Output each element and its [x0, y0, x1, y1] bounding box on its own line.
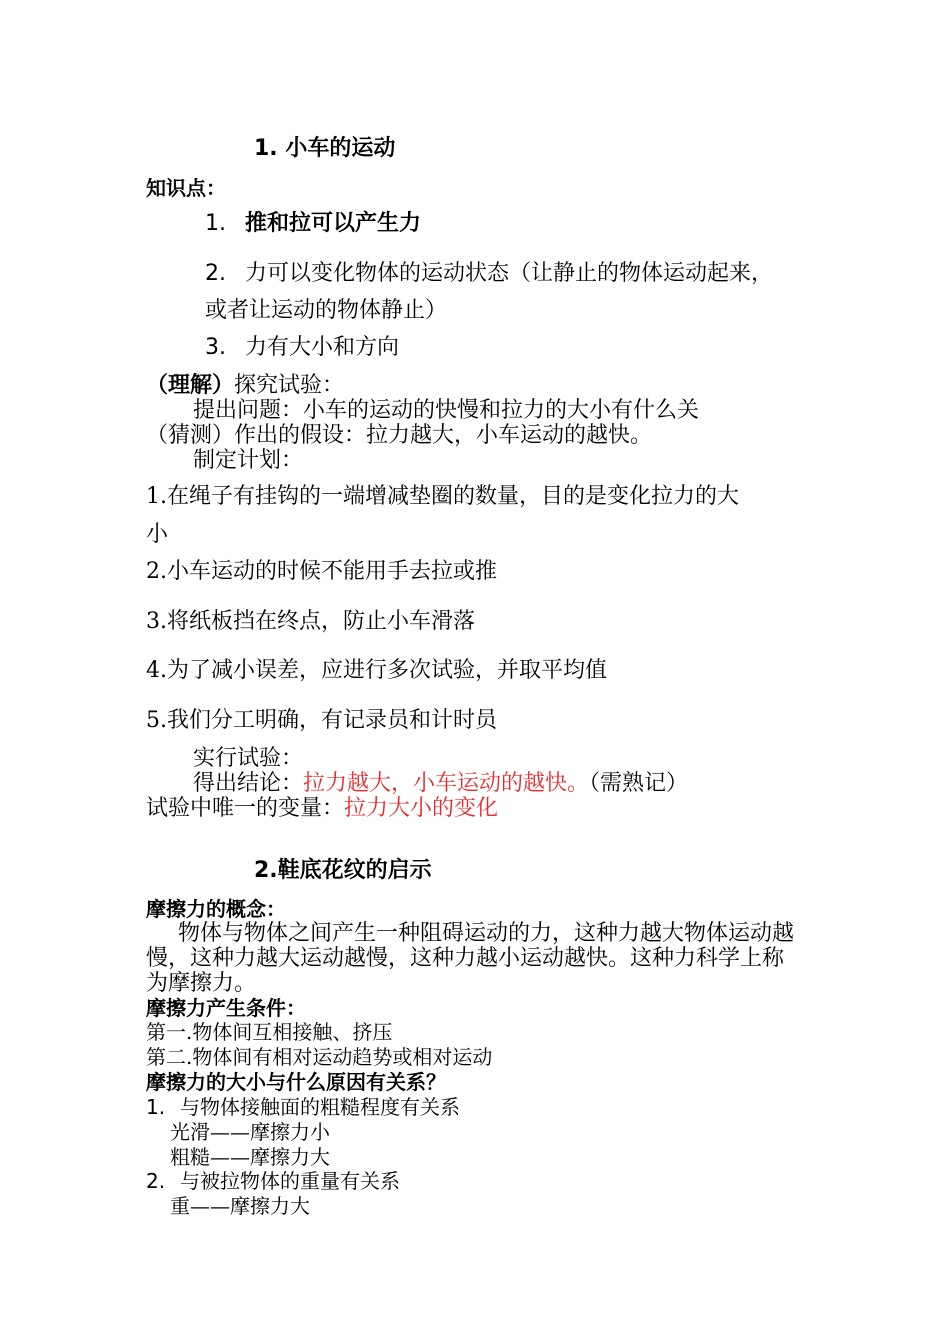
friction-concept-line-1: 物体与物体之间产生一种阻碍运动的力，这种力越大物体运动越	[178, 921, 795, 946]
plan-item-4: 4.为了减小误差，应进行多次试验，并取平均值	[146, 658, 607, 683]
knowledge-point-2-continued: 或者让运动的物体静止）	[205, 298, 448, 323]
point-number: 1.	[205, 211, 226, 236]
factor-number: 2.	[146, 1169, 166, 1193]
knowledge-heading: 知识点：	[146, 176, 226, 200]
friction-condition-2: 第二.物体间有相对运动趋势或相对运动	[146, 1045, 493, 1069]
knowledge-point-1	[205, 213, 421, 235]
section-title-car-motion: 1. 小车的运动	[254, 136, 396, 161]
friction-factor-2-sub-1: 重——摩擦力大	[170, 1194, 310, 1218]
experiment-heading	[146, 375, 344, 397]
friction-condition-1: 第一.物体间互相接触、挤压	[146, 1020, 393, 1044]
factor-text: 与物体接触面的粗糙程度有关系	[180, 1095, 460, 1119]
knowledge-point-2	[205, 263, 773, 285]
plan-item-2: 2.小车运动的时候不能用手去拉或推	[146, 559, 497, 584]
point-text: 力有大小和方向	[245, 335, 400, 360]
friction-concept-heading: 摩擦力的概念：	[146, 897, 286, 921]
plan-heading: 制定计划：	[193, 448, 304, 473]
conclusion-note: （需熟记）	[589, 771, 689, 796]
variable-highlight: 拉力大小的变化	[344, 796, 499, 821]
point-text: 力可以变化物体的运动状态（让静止的物体运动起来，	[245, 261, 774, 286]
friction-concept-line-3: 为摩擦力。	[146, 971, 257, 996]
factor-number: 1.	[146, 1095, 166, 1119]
point-number: 2.	[205, 261, 226, 286]
friction-factor-1-sub-2: 粗糙——摩擦力大	[170, 1145, 330, 1169]
conclusion-highlight: 拉力越大，小车运动的越快。	[303, 771, 590, 796]
conduct-experiment: 实行试验：	[193, 746, 304, 771]
point-number: 3.	[205, 335, 226, 360]
experiment-heading-bold: （理解）	[146, 373, 235, 398]
variable-prefix: 试验中唯一的变量：	[146, 796, 345, 821]
plan-item-1-continued: 小	[146, 522, 169, 547]
experiment-heading-rest: 探究试验：	[234, 373, 345, 398]
friction-factors-heading: 摩擦力的大小与什么原因有关系？	[146, 1070, 446, 1094]
factor-text: 与被拉物体的重量有关系	[180, 1169, 400, 1193]
friction-conditions-heading: 摩擦力产生条件：	[146, 996, 306, 1020]
experiment-hypothesis: （猜测）作出的假设：拉力越大，小车运动的越快。	[146, 423, 653, 448]
plan-item-5: 5.我们分工明确，有记录员和计时员	[146, 708, 497, 733]
plan-item-1: 1.在绳子有挂钩的一端增减垫圈的数量，目的是变化拉力的大	[146, 484, 739, 509]
friction-factor-1-sub-1: 光滑——摩擦力小	[170, 1120, 330, 1144]
friction-concept-line-2: 慢，这种力越大运动越慢，这种力越小运动越快。这种力科学上称	[146, 946, 785, 971]
knowledge-point-3	[205, 337, 399, 359]
section-title-shoe-sole: 2.鞋底花纹的启示	[254, 858, 432, 883]
experiment-question: 提出问题：小车的运动的快慢和拉力的大小有什么关	[193, 398, 700, 423]
variable	[146, 798, 498, 820]
plan-item-3: 3.将纸板挡在终点，防止小车滑落	[146, 609, 475, 634]
point-text: 推和拉可以产生力	[245, 211, 422, 236]
friction-factor-2	[146, 1171, 400, 1191]
friction-factor-1	[146, 1097, 460, 1117]
conclusion-prefix: 得出结论：	[193, 771, 304, 796]
conclusion	[193, 773, 688, 795]
